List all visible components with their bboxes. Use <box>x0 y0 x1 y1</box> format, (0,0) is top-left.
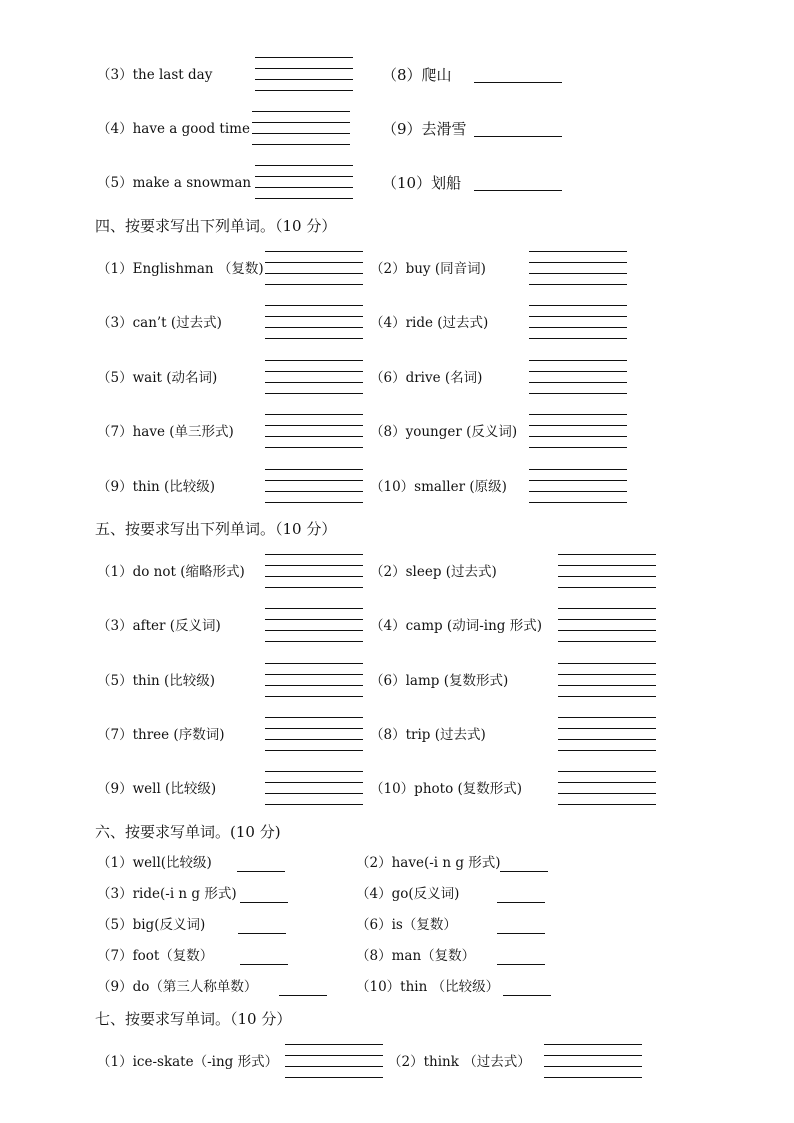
answer-blank[interactable] <box>497 902 545 903</box>
exercise-item: （10）smaller (原级) <box>370 479 507 495</box>
exercise-item: （8）trip (过去式) <box>370 727 486 743</box>
exercise-item: （1）Englishman （复数) <box>97 261 264 277</box>
answer-lines[interactable] <box>265 305 363 339</box>
exercise-item: （9）去滑雪 <box>382 120 467 138</box>
exercise-item: （5）wait (动名词) <box>97 370 218 386</box>
exercise-item: （10）thin （比较级） <box>356 979 500 995</box>
section-heading: 七、按要求写单词。（10 分） <box>95 1010 292 1028</box>
exercise-item: （7）foot（复数） <box>97 948 214 964</box>
answer-blank[interactable] <box>474 82 562 83</box>
answer-lines[interactable] <box>529 414 627 448</box>
answer-blank[interactable] <box>500 871 548 872</box>
exercise-item: （4）have a good time <box>97 121 250 137</box>
exercise-item: （3）can’t (过去式) <box>97 315 222 331</box>
exercise-item: （1）ice-skate（-ing 形式） <box>97 1054 279 1070</box>
answer-blank[interactable] <box>497 933 545 934</box>
answer-blank[interactable] <box>238 933 286 934</box>
exercise-item: （10）划船 <box>382 174 462 192</box>
answer-lines[interactable] <box>255 57 353 91</box>
exercise-item: （6）is（复数） <box>356 917 457 933</box>
answer-lines[interactable] <box>529 469 627 503</box>
section-heading: 四、按要求写出下列单词。（10 分） <box>95 217 337 235</box>
answer-lines[interactable] <box>265 717 363 751</box>
exercise-item: （1）well(比较级) <box>97 855 212 871</box>
answer-lines[interactable] <box>265 608 363 642</box>
exercise-item: （9）well (比较级) <box>97 781 217 797</box>
exercise-item: （6）lamp (复数形式) <box>370 673 509 689</box>
exercise-item: （5）make a snowman <box>97 175 252 191</box>
answer-blank[interactable] <box>474 190 562 191</box>
exercise-item: （3）after (反义词) <box>97 618 221 634</box>
answer-lines[interactable] <box>265 554 363 588</box>
exercise-item: （7）three (序数词) <box>97 727 225 743</box>
section-heading: 六、按要求写单词。(10 分) <box>95 823 281 841</box>
exercise-item: （2）think （过去式） <box>388 1054 531 1070</box>
exercise-item: （4）ride (过去式) <box>370 315 489 331</box>
answer-lines[interactable] <box>265 414 363 448</box>
answer-blank[interactable] <box>497 964 545 965</box>
exercise-item: （8）爬山 <box>382 66 452 84</box>
answer-blank[interactable] <box>240 964 288 965</box>
exercise-item: （6）drive (名词) <box>370 370 483 386</box>
answer-lines[interactable] <box>265 771 363 805</box>
answer-lines[interactable] <box>529 305 627 339</box>
exercise-item: （3）the last day <box>97 67 213 83</box>
answer-lines[interactable] <box>255 165 353 199</box>
exercise-item: （9）do（第三人称单数） <box>97 979 258 995</box>
answer-lines[interactable] <box>265 360 363 394</box>
exercise-item: （2）have(-i n g 形式) <box>356 855 501 871</box>
exercise-item: （9）thin (比较级) <box>97 479 216 495</box>
exercise-item: （3）ride(-i n g 形式) <box>97 886 237 902</box>
answer-blank[interactable] <box>279 995 327 996</box>
answer-lines[interactable] <box>544 1044 642 1078</box>
exercise-item: （5）thin (比较级) <box>97 673 216 689</box>
exercise-item: （8）man（复数） <box>356 948 476 964</box>
answer-lines[interactable] <box>529 360 627 394</box>
answer-blank[interactable] <box>237 871 285 872</box>
answer-blank[interactable] <box>503 995 551 996</box>
answer-lines[interactable] <box>265 663 363 697</box>
answer-lines[interactable] <box>265 251 363 285</box>
answer-lines[interactable] <box>558 771 656 805</box>
answer-lines[interactable] <box>558 717 656 751</box>
answer-lines[interactable] <box>529 251 627 285</box>
answer-lines[interactable] <box>285 1044 383 1078</box>
answer-lines[interactable] <box>558 608 656 642</box>
answer-blank[interactable] <box>240 902 288 903</box>
exercise-item: （4）camp (动词-ing 形式) <box>370 618 542 634</box>
answer-blank[interactable] <box>474 136 562 137</box>
answer-lines[interactable] <box>558 554 656 588</box>
section-heading: 五、按要求写出下列单词。（10 分） <box>95 520 337 538</box>
exercise-item: （4）go(反义词) <box>356 886 460 902</box>
exercise-item: （1）do not (缩略形式) <box>97 564 245 580</box>
exercise-item: （8）younger (反义词) <box>370 424 518 440</box>
answer-lines[interactable] <box>265 469 363 503</box>
answer-lines[interactable] <box>252 111 350 145</box>
exercise-item: （5）big(反义词) <box>97 917 206 933</box>
exercise-item: （2）buy (同音词) <box>370 261 486 277</box>
exercise-item: （10）photo (复数形式) <box>370 781 523 797</box>
exercise-item: （2）sleep (过去式) <box>370 564 497 580</box>
exercise-item: （7）have (单三形式) <box>97 424 234 440</box>
answer-lines[interactable] <box>558 663 656 697</box>
